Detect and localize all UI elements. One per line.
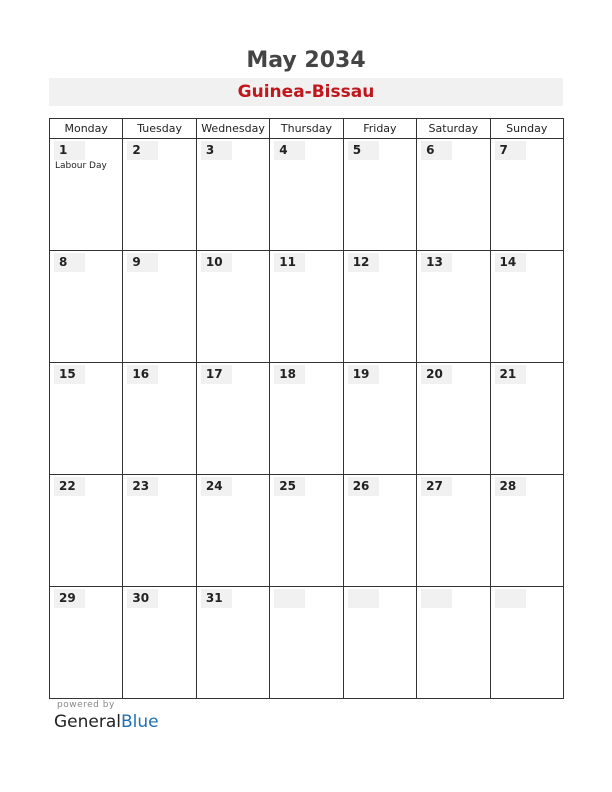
day-number: 6: [421, 141, 452, 160]
day-number: 21: [495, 365, 526, 384]
day-number: 25: [274, 477, 305, 496]
day-cell: [270, 475, 343, 587]
month-year-title: May 2034: [246, 48, 366, 73]
day-cell: [343, 363, 416, 475]
week-row: [50, 251, 564, 363]
powered-by-text: powered by: [57, 700, 115, 710]
day-cell: [343, 587, 416, 699]
day-cell: [490, 139, 563, 251]
day-cell: [196, 587, 269, 699]
brand-logo[interactable]: [54, 712, 159, 732]
day-number: 20: [421, 365, 452, 384]
day-cell: [343, 475, 416, 587]
day-number: 11: [274, 253, 305, 272]
day-number: 9: [127, 253, 158, 272]
day-number: 1: [54, 141, 85, 160]
day-cell: [490, 363, 563, 475]
day-number: 28: [495, 477, 526, 496]
day-cell: [417, 251, 490, 363]
day-cell: [50, 363, 123, 475]
day-cell: [270, 363, 343, 475]
day-number: 13: [421, 253, 452, 272]
day-number: 31: [201, 589, 232, 608]
day-cell: [123, 475, 196, 587]
day-number: 27: [421, 477, 452, 496]
day-number: 4: [274, 141, 305, 160]
week-row: [50, 139, 564, 251]
day-cell: [417, 139, 490, 251]
brand-name-blue: Blue: [121, 712, 159, 732]
day-number: 15: [54, 365, 85, 384]
day-cell: [417, 587, 490, 699]
day-cell: [123, 363, 196, 475]
day-number: 19: [348, 365, 379, 384]
day-cell: [417, 363, 490, 475]
day-number: 10: [201, 253, 232, 272]
day-cell: [123, 251, 196, 363]
weekday-header: Sunday: [490, 119, 563, 139]
day-cell: [50, 251, 123, 363]
weekday-header: Saturday: [417, 119, 490, 139]
day-cell: [343, 251, 416, 363]
day-cell: [196, 251, 269, 363]
day-number: 5: [348, 141, 379, 160]
empty-day-number: [274, 589, 305, 608]
day-number: 30: [127, 589, 158, 608]
weekday-header: Friday: [343, 119, 416, 139]
day-cell: [490, 251, 563, 363]
day-number: 7: [495, 141, 526, 160]
day-number: 14: [495, 253, 526, 272]
weekday-header-row: [50, 119, 564, 139]
day-cell: [270, 587, 343, 699]
calendar-grid: [49, 118, 564, 699]
day-number: 29: [54, 589, 85, 608]
day-cell: [50, 587, 123, 699]
day-number: 8: [54, 253, 85, 272]
week-row: [50, 475, 564, 587]
brand-name-general: General: [54, 712, 121, 732]
weekday-header: Tuesday: [123, 119, 196, 139]
day-number: 22: [54, 477, 85, 496]
day-number: 2: [127, 141, 158, 160]
holiday-label: Labour Day: [55, 161, 107, 171]
day-cell: [343, 139, 416, 251]
country-name: Guinea-Bissau: [49, 78, 563, 106]
day-number: 24: [201, 477, 232, 496]
day-cell: [417, 475, 490, 587]
day-cell: [490, 475, 563, 587]
day-cell: [270, 139, 343, 251]
empty-day-number: [495, 589, 526, 608]
day-number: 3: [201, 141, 232, 160]
day-number: 26: [348, 477, 379, 496]
day-cell: [50, 139, 123, 251]
day-number: 17: [201, 365, 232, 384]
empty-day-number: [421, 589, 452, 608]
day-cell: [490, 587, 563, 699]
weekday-header: Wednesday: [196, 119, 269, 139]
day-cell: [196, 363, 269, 475]
day-cell: [196, 139, 269, 251]
day-number: 18: [274, 365, 305, 384]
day-number: 12: [348, 253, 379, 272]
weekday-header: Monday: [50, 119, 123, 139]
empty-day-number: [348, 589, 379, 608]
day-cell: [123, 139, 196, 251]
weekday-header: Thursday: [270, 119, 343, 139]
week-row: [50, 587, 564, 699]
day-number: 16: [127, 365, 158, 384]
day-cell: [196, 475, 269, 587]
day-number: 23: [127, 477, 158, 496]
day-cell: [270, 251, 343, 363]
week-row: [50, 363, 564, 475]
day-cell: [123, 587, 196, 699]
day-cell: [50, 475, 123, 587]
